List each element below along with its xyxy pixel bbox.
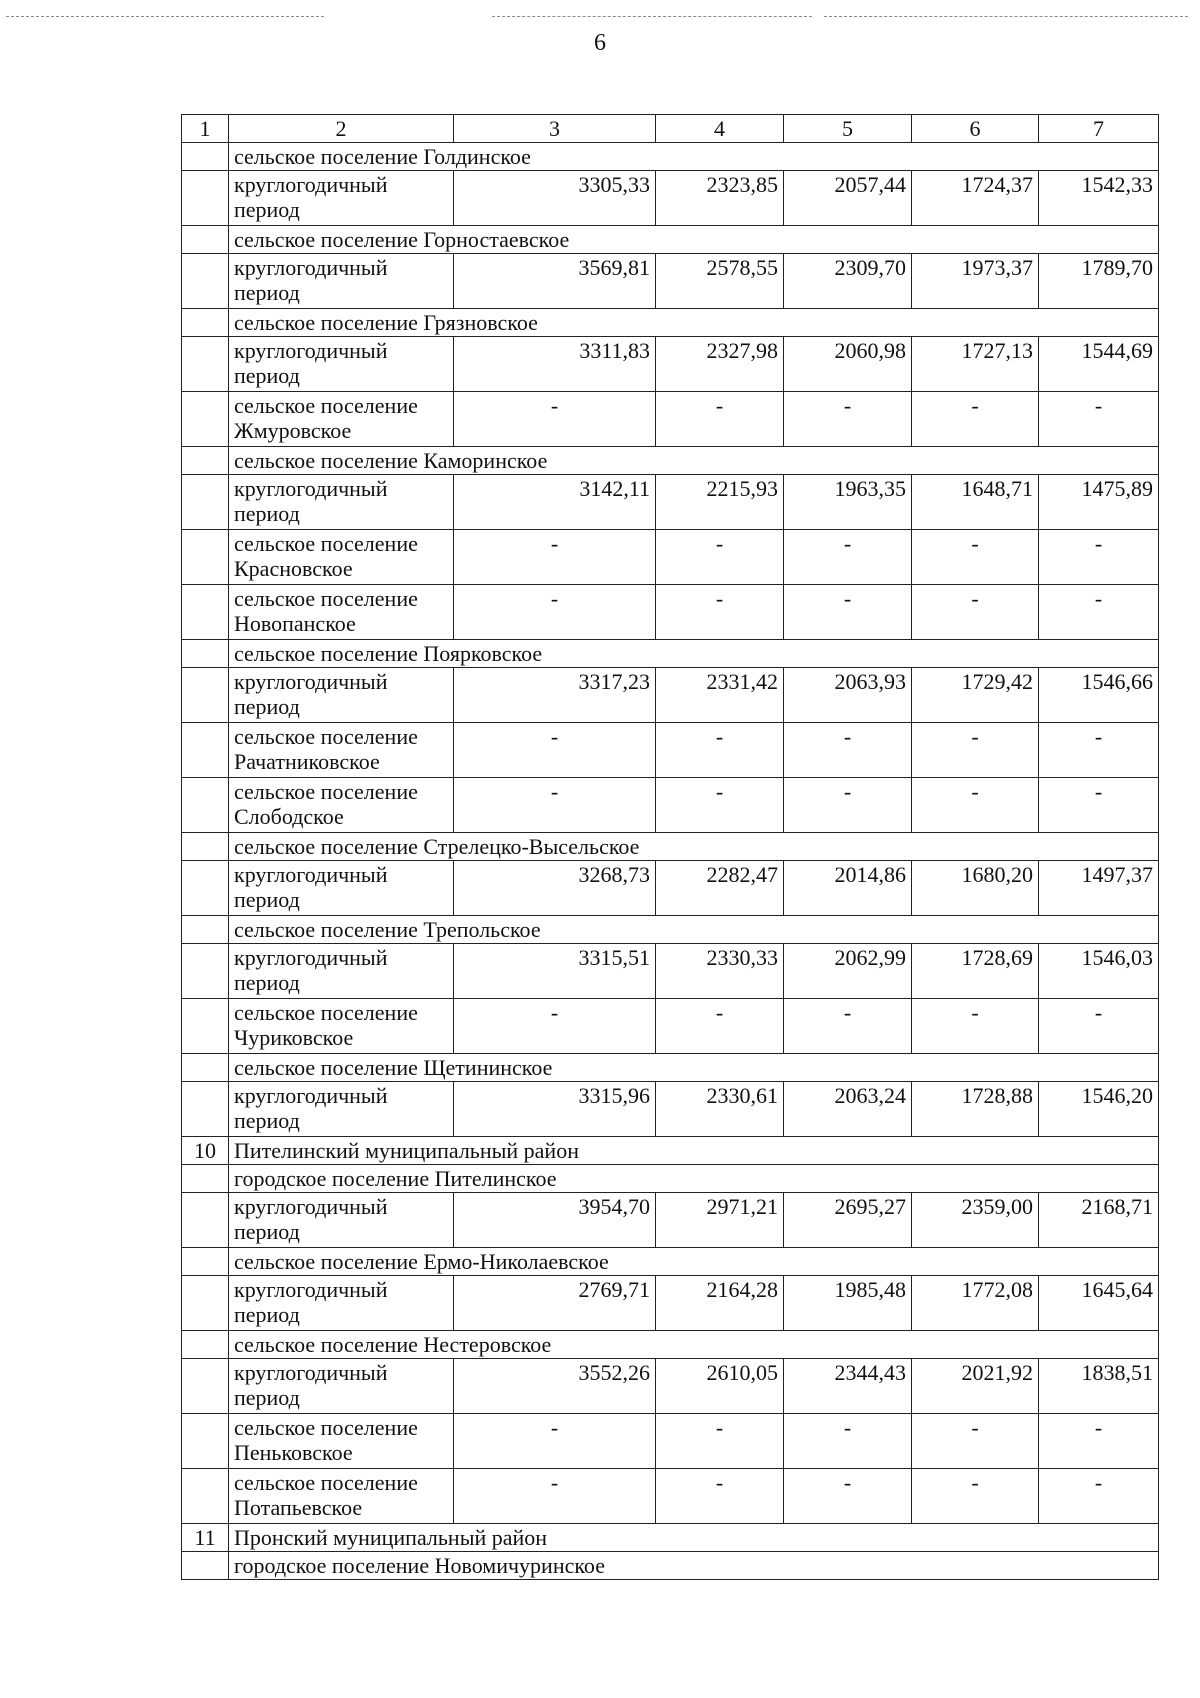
no-data-row xyxy=(182,585,1159,640)
value-cell: 1963,35 xyxy=(784,475,912,530)
value-cell: 3311,83 xyxy=(454,337,656,392)
row-label: сельское поселение Жмуровское xyxy=(229,392,454,447)
scan-top-line-left xyxy=(6,16,324,17)
row-label: сельское поселение Рачатниковское xyxy=(229,723,454,778)
district-index: 11 xyxy=(182,1524,229,1552)
value-cell: - xyxy=(656,530,784,585)
header-cell: 1 xyxy=(182,115,229,143)
value-cell: 2323,85 xyxy=(656,171,784,226)
value-cell: - xyxy=(1039,1469,1159,1524)
row-label: круглогодичный период xyxy=(229,1359,454,1414)
value-cell: 1727,13 xyxy=(912,337,1039,392)
index-cell xyxy=(182,1082,229,1137)
settlement-name: сельское поселение Горностаевское xyxy=(229,226,1159,254)
value-row xyxy=(182,668,1159,723)
row-label: сельское поселение Пеньковское xyxy=(229,1414,454,1469)
settlement-row xyxy=(182,916,1159,944)
settlement-name: сельское поселение Нестеровское xyxy=(229,1331,1159,1359)
value-cell: - xyxy=(1039,585,1159,640)
row-label: круглогодичный период xyxy=(229,1193,454,1248)
value-cell: 1973,37 xyxy=(912,254,1039,309)
value-cell: 2769,71 xyxy=(454,1276,656,1331)
value-cell: 1546,20 xyxy=(1039,1082,1159,1137)
header-cell: 6 xyxy=(912,115,1039,143)
value-cell: 1544,69 xyxy=(1039,337,1159,392)
value-cell: 2057,44 xyxy=(784,171,912,226)
index-cell xyxy=(182,337,229,392)
index-cell xyxy=(182,447,229,475)
row-label: круглогодичный период xyxy=(229,254,454,309)
index-cell xyxy=(182,585,229,640)
row-label: сельское поселение Красновское xyxy=(229,530,454,585)
value-cell: 1985,48 xyxy=(784,1276,912,1331)
value-cell: - xyxy=(454,778,656,833)
value-cell: 3268,73 xyxy=(454,861,656,916)
scan-top-line-mid xyxy=(492,16,812,17)
value-cell: 1542,33 xyxy=(1039,171,1159,226)
page-number: 6 xyxy=(594,30,606,56)
value-cell: - xyxy=(1039,999,1159,1054)
value-cell: 2014,86 xyxy=(784,861,912,916)
value-row xyxy=(182,1276,1159,1331)
value-cell: 1838,51 xyxy=(1039,1359,1159,1414)
settlement-row xyxy=(182,833,1159,861)
value-cell: 1546,03 xyxy=(1039,944,1159,999)
value-row xyxy=(182,254,1159,309)
row-label: круглогодичный период xyxy=(229,861,454,916)
tariff-table xyxy=(181,114,1159,1580)
settlement-name: сельское поселение Трепольское xyxy=(229,916,1159,944)
no-data-row xyxy=(182,1469,1159,1524)
value-cell: 1728,69 xyxy=(912,944,1039,999)
value-cell: 1789,70 xyxy=(1039,254,1159,309)
value-cell: 2164,28 xyxy=(656,1276,784,1331)
value-cell: 2971,21 xyxy=(656,1193,784,1248)
settlement-name: сельское поселение Грязновское xyxy=(229,309,1159,337)
value-cell: 1475,89 xyxy=(1039,475,1159,530)
value-cell: 3315,96 xyxy=(454,1082,656,1137)
value-cell: - xyxy=(784,778,912,833)
index-cell xyxy=(182,1552,229,1580)
index-cell xyxy=(182,999,229,1054)
value-cell: 2610,05 xyxy=(656,1359,784,1414)
settlement-row xyxy=(182,1331,1159,1359)
value-cell: - xyxy=(784,585,912,640)
value-cell: - xyxy=(656,392,784,447)
value-cell: 1497,37 xyxy=(1039,861,1159,916)
no-data-row xyxy=(182,530,1159,585)
value-cell: - xyxy=(784,1414,912,1469)
no-data-row xyxy=(182,723,1159,778)
settlement-name: городское поселение Новомичуринское xyxy=(229,1552,1159,1580)
value-cell: - xyxy=(454,1414,656,1469)
value-cell: 2309,70 xyxy=(784,254,912,309)
value-cell: - xyxy=(784,530,912,585)
value-cell: - xyxy=(912,999,1039,1054)
no-data-row xyxy=(182,999,1159,1054)
header-cell: 7 xyxy=(1039,115,1159,143)
value-cell: 2578,55 xyxy=(656,254,784,309)
value-cell: 3305,33 xyxy=(454,171,656,226)
no-data-row xyxy=(182,778,1159,833)
settlement-name: городское поселение Пителинское xyxy=(229,1165,1159,1193)
value-cell: 3552,26 xyxy=(454,1359,656,1414)
settlement-row xyxy=(182,447,1159,475)
settlement-row xyxy=(182,1165,1159,1193)
value-cell: - xyxy=(912,1414,1039,1469)
value-cell: - xyxy=(656,778,784,833)
value-cell: 3569,81 xyxy=(454,254,656,309)
header-cell: 3 xyxy=(454,115,656,143)
value-cell: 2327,98 xyxy=(656,337,784,392)
value-cell: - xyxy=(912,392,1039,447)
settlement-row xyxy=(182,309,1159,337)
index-cell xyxy=(182,1165,229,1193)
value-cell: 2021,92 xyxy=(912,1359,1039,1414)
row-label: сельское поселение Чуриковское xyxy=(229,999,454,1054)
row-label: круглогодичный период xyxy=(229,337,454,392)
row-label: сельское поселение Потапьевское xyxy=(229,1469,454,1524)
index-cell xyxy=(182,143,229,171)
value-cell: 1546,66 xyxy=(1039,668,1159,723)
scan-top-line-right xyxy=(824,16,1188,17)
value-row xyxy=(182,1359,1159,1414)
district-name: Пронский муниципальный район xyxy=(229,1524,1159,1552)
index-cell xyxy=(182,1193,229,1248)
value-cell: 2359,00 xyxy=(912,1193,1039,1248)
index-cell xyxy=(182,916,229,944)
index-cell xyxy=(182,723,229,778)
settlement-row xyxy=(182,640,1159,668)
index-cell xyxy=(182,640,229,668)
value-cell: 1772,08 xyxy=(912,1276,1039,1331)
index-cell xyxy=(182,1359,229,1414)
value-cell: - xyxy=(912,723,1039,778)
value-cell: 2330,61 xyxy=(656,1082,784,1137)
value-cell: - xyxy=(1039,778,1159,833)
value-cell: - xyxy=(784,999,912,1054)
header-row xyxy=(182,115,1159,143)
district-index: 10 xyxy=(182,1137,229,1165)
index-cell xyxy=(182,1248,229,1276)
settlement-row xyxy=(182,226,1159,254)
value-cell: - xyxy=(454,999,656,1054)
value-cell: 3315,51 xyxy=(454,944,656,999)
index-cell xyxy=(182,1276,229,1331)
value-cell: 2062,99 xyxy=(784,944,912,999)
value-row xyxy=(182,944,1159,999)
value-cell: - xyxy=(912,530,1039,585)
settlement-row xyxy=(182,1248,1159,1276)
index-cell xyxy=(182,1331,229,1359)
district-name: Пителинский муниципальный район xyxy=(229,1137,1159,1165)
index-cell xyxy=(182,475,229,530)
value-cell: 2282,47 xyxy=(656,861,784,916)
settlement-row xyxy=(182,1552,1159,1580)
index-cell xyxy=(182,1469,229,1524)
value-cell: 1648,71 xyxy=(912,475,1039,530)
settlement-name: сельское поселение Стрелецко-Высельское xyxy=(229,833,1159,861)
value-cell: - xyxy=(454,585,656,640)
no-data-row xyxy=(182,392,1159,447)
value-cell: 3954,70 xyxy=(454,1193,656,1248)
district-row xyxy=(182,1524,1159,1552)
value-cell: - xyxy=(784,1469,912,1524)
district-row xyxy=(182,1137,1159,1165)
value-cell: 1645,64 xyxy=(1039,1276,1159,1331)
value-cell: - xyxy=(912,778,1039,833)
value-cell: - xyxy=(1039,392,1159,447)
row-label: круглогодичный период xyxy=(229,1276,454,1331)
index-cell xyxy=(182,254,229,309)
index-cell xyxy=(182,1054,229,1082)
value-cell: 2344,43 xyxy=(784,1359,912,1414)
value-cell: 1729,42 xyxy=(912,668,1039,723)
table-body xyxy=(182,115,1159,1580)
index-cell xyxy=(182,944,229,999)
settlement-name: сельское поселение Щетининское xyxy=(229,1054,1159,1082)
value-cell: - xyxy=(454,392,656,447)
value-cell: - xyxy=(656,723,784,778)
value-cell: - xyxy=(656,585,784,640)
value-cell: 2330,33 xyxy=(656,944,784,999)
settlement-name: сельское поселение Голдинское xyxy=(229,143,1159,171)
value-cell: - xyxy=(656,999,784,1054)
value-cell: 2168,71 xyxy=(1039,1193,1159,1248)
settlement-name: сельское поселение Ермо-Николаевское xyxy=(229,1248,1159,1276)
value-row xyxy=(182,1082,1159,1137)
value-cell: - xyxy=(912,1469,1039,1524)
settlement-name: сельское поселение Каморинское xyxy=(229,447,1159,475)
value-cell: 2063,93 xyxy=(784,668,912,723)
index-cell xyxy=(182,171,229,226)
value-row xyxy=(182,337,1159,392)
row-label: круглогодичный период xyxy=(229,171,454,226)
value-row xyxy=(182,1193,1159,1248)
row-label: круглогодичный период xyxy=(229,475,454,530)
header-cell: 2 xyxy=(229,115,454,143)
row-label: сельское поселение Слободское xyxy=(229,778,454,833)
settlement-row xyxy=(182,143,1159,171)
settlement-name: сельское поселение Поярковское xyxy=(229,640,1159,668)
value-cell: 3317,23 xyxy=(454,668,656,723)
value-cell: - xyxy=(1039,530,1159,585)
index-cell xyxy=(182,309,229,337)
settlement-row xyxy=(182,1054,1159,1082)
row-label: круглогодичный период xyxy=(229,668,454,723)
value-cell: 1680,20 xyxy=(912,861,1039,916)
index-cell xyxy=(182,833,229,861)
value-row xyxy=(182,475,1159,530)
index-cell xyxy=(182,226,229,254)
value-cell: - xyxy=(454,1469,656,1524)
row-label: круглогодичный период xyxy=(229,1082,454,1137)
value-cell: - xyxy=(912,585,1039,640)
value-cell: 2215,93 xyxy=(656,475,784,530)
value-cell: - xyxy=(656,1469,784,1524)
no-data-row xyxy=(182,1414,1159,1469)
value-row xyxy=(182,861,1159,916)
index-cell xyxy=(182,1414,229,1469)
value-cell: - xyxy=(1039,1414,1159,1469)
header-cell: 5 xyxy=(784,115,912,143)
value-cell: - xyxy=(454,530,656,585)
value-cell: 2331,42 xyxy=(656,668,784,723)
value-cell: - xyxy=(656,1414,784,1469)
value-row xyxy=(182,171,1159,226)
index-cell xyxy=(182,392,229,447)
row-label: круглогодичный период xyxy=(229,944,454,999)
value-cell: 2060,98 xyxy=(784,337,912,392)
value-cell: - xyxy=(1039,723,1159,778)
value-cell: - xyxy=(784,392,912,447)
index-cell xyxy=(182,668,229,723)
row-label: сельское поселение Новопанское xyxy=(229,585,454,640)
index-cell xyxy=(182,861,229,916)
index-cell xyxy=(182,778,229,833)
value-cell: - xyxy=(784,723,912,778)
value-cell: 2063,24 xyxy=(784,1082,912,1137)
value-cell: 2695,27 xyxy=(784,1193,912,1248)
header-cell: 4 xyxy=(656,115,784,143)
value-cell: 1724,37 xyxy=(912,171,1039,226)
index-cell xyxy=(182,530,229,585)
value-cell: 1728,88 xyxy=(912,1082,1039,1137)
value-cell: - xyxy=(454,723,656,778)
value-cell: 3142,11 xyxy=(454,475,656,530)
